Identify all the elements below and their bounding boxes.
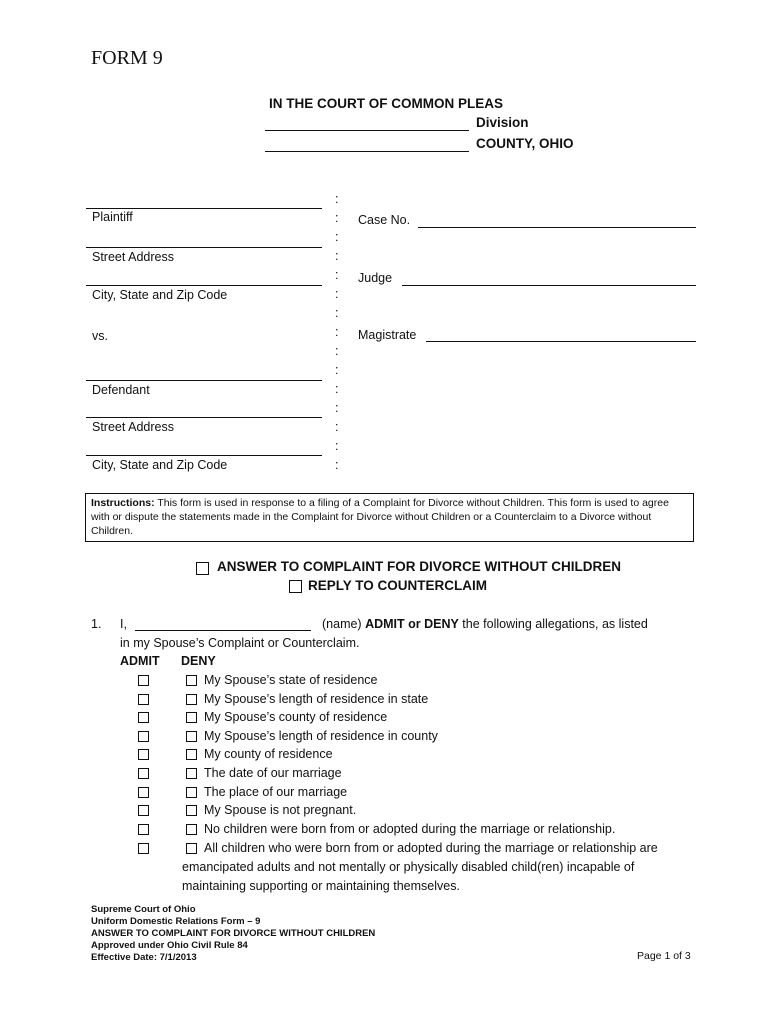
item-number: 1. xyxy=(91,617,102,631)
court-title: IN THE COURT OF COMMON PLEAS xyxy=(269,96,503,111)
allegation-text: My county of residence xyxy=(204,747,333,761)
instructions-label: Instructions: xyxy=(91,497,155,509)
allegation-continued: maintaining supporting or maintaining themselves. xyxy=(182,879,460,893)
footer-line: Effective Date: 7/1/2013 xyxy=(91,952,197,963)
admit-checkbox[interactable] xyxy=(138,749,149,760)
footer-line: ANSWER TO COMPLAINT FOR DIVORCE WITHOUT CHILDREN xyxy=(91,928,376,939)
judge-blank[interactable] xyxy=(402,285,696,286)
allegation-text: The date of our marriage xyxy=(204,766,342,780)
defendant-city-label: City, State and Zip Code xyxy=(92,458,228,472)
item-i: I, xyxy=(120,617,127,631)
defendant-city-blank[interactable] xyxy=(86,455,322,456)
county-blank[interactable] xyxy=(265,151,469,152)
admit-checkbox[interactable] xyxy=(138,824,149,835)
plaintiff-street-label: Street Address xyxy=(92,250,174,264)
colon-separator: : xyxy=(335,363,339,377)
item-text xyxy=(322,617,648,631)
magistrate-label: Magistrate xyxy=(358,328,417,342)
form-number: FORM 9 xyxy=(91,47,163,69)
footer-block xyxy=(91,904,375,964)
deny-header: DENY xyxy=(181,654,216,668)
admit-checkbox[interactable] xyxy=(138,675,149,686)
defendant-street-label: Street Address xyxy=(92,420,174,434)
allegation-continued: emancipated adults and not mentally or physically disabled child(ren) incapable of xyxy=(182,860,635,874)
admit-checkbox[interactable] xyxy=(138,731,149,742)
magistrate-blank[interactable] xyxy=(426,341,696,342)
admit-checkbox[interactable] xyxy=(138,768,149,779)
case-no-blank[interactable] xyxy=(418,227,696,228)
division-blank[interactable] xyxy=(265,130,469,131)
admit-checkbox[interactable] xyxy=(138,787,149,798)
division-label: Division xyxy=(476,115,529,130)
reply-title: REPLY TO COUNTERCLAIM xyxy=(308,578,488,593)
plaintiff-city-label: City, State and Zip Code xyxy=(92,288,228,302)
deny-checkbox[interactable] xyxy=(186,824,197,835)
plaintiff-street-blank[interactable] xyxy=(86,247,322,248)
colon-separator: : xyxy=(335,268,339,282)
defendant-street-blank[interactable] xyxy=(86,417,322,418)
allegation-text: The place of our marriage xyxy=(204,785,348,799)
colon-separator: : xyxy=(335,401,339,415)
instructions-box xyxy=(85,493,694,542)
allegation-text: All children who were born from or adopted during the marriage or relationship are xyxy=(204,841,658,855)
allegation-text: My Spouse’s length of residence in state xyxy=(204,692,429,706)
page-number: Page 1 of 3 xyxy=(637,950,691,962)
item-rest: the following allegations, as listed xyxy=(458,617,648,631)
plaintiff-label: Plaintiff xyxy=(92,210,133,224)
reply-checkbox[interactable] xyxy=(289,580,302,593)
judge-label: Judge xyxy=(358,271,393,285)
vs-label: vs. xyxy=(92,329,108,343)
deny-checkbox[interactable] xyxy=(186,731,197,742)
colon-separator: : xyxy=(335,249,339,263)
plaintiff-blank[interactable] xyxy=(86,208,322,209)
footer-line: Uniform Domestic Relations Form – 9 xyxy=(91,916,261,927)
answer-title: ANSWER TO COMPLAINT FOR DIVORCE WITHOUT CHILDREN xyxy=(217,559,621,574)
deny-checkbox[interactable] xyxy=(186,805,197,816)
deny-checkbox[interactable] xyxy=(186,712,197,723)
colon-separator: : xyxy=(335,230,339,244)
deny-checkbox[interactable] xyxy=(186,787,197,798)
colon-separator: : xyxy=(335,420,339,434)
colon-separator: : xyxy=(335,211,339,225)
allegation-text: No children were born from or adopted during the marriage or relationship. xyxy=(204,822,616,836)
allegation-text: My Spouse’s state of residence xyxy=(204,673,378,687)
case-no-label: Case No. xyxy=(358,213,411,227)
plaintiff-city-blank[interactable] xyxy=(86,285,322,286)
county-label: COUNTY, OHIO xyxy=(476,136,574,151)
colon-separator: : xyxy=(335,192,339,206)
deny-checkbox[interactable] xyxy=(186,694,197,705)
defendant-blank[interactable] xyxy=(86,380,322,381)
colon-separator: : xyxy=(335,306,339,320)
admit-checkbox[interactable] xyxy=(138,712,149,723)
name-blank[interactable] xyxy=(135,630,311,631)
answer-checkbox[interactable] xyxy=(196,562,209,575)
deny-checkbox[interactable] xyxy=(186,675,197,686)
colon-separator: : xyxy=(335,344,339,358)
colon-separator: : xyxy=(335,382,339,396)
name-label: (name) xyxy=(322,617,362,631)
deny-checkbox[interactable] xyxy=(186,749,197,760)
allegation-text: My Spouse is not pregnant. xyxy=(204,803,357,817)
colon-separator: : xyxy=(335,458,339,472)
instructions-text: This form is used in response to a filing of a Complaint for Divorce without Children. This form is used to agree with or dispute the statements made in the Complaint for Divorce without Children or a Counterclaim to a Divorce without Children. xyxy=(91,497,669,537)
admit-or-deny: ADMIT or DENY xyxy=(365,617,459,631)
deny-checkbox[interactable] xyxy=(186,843,197,854)
allegation-text: My Spouse’s length of residence in county xyxy=(204,729,438,743)
footer-line: Supreme Court of Ohio xyxy=(91,904,196,915)
admit-checkbox[interactable] xyxy=(138,805,149,816)
colon-separator: : xyxy=(335,325,339,339)
deny-checkbox[interactable] xyxy=(186,768,197,779)
item-line2: in my Spouse’s Complaint or Counterclaim. xyxy=(120,636,360,650)
colon-separator: : xyxy=(335,287,339,301)
admit-checkbox[interactable] xyxy=(138,843,149,854)
footer-line: Approved under Ohio Civil Rule 84 xyxy=(91,940,248,951)
defendant-label: Defendant xyxy=(92,383,150,397)
allegation-text: My Spouse’s county of residence xyxy=(204,710,388,724)
admit-checkbox[interactable] xyxy=(138,694,149,705)
admit-header: ADMIT xyxy=(120,654,160,668)
colon-separator: : xyxy=(335,439,339,453)
